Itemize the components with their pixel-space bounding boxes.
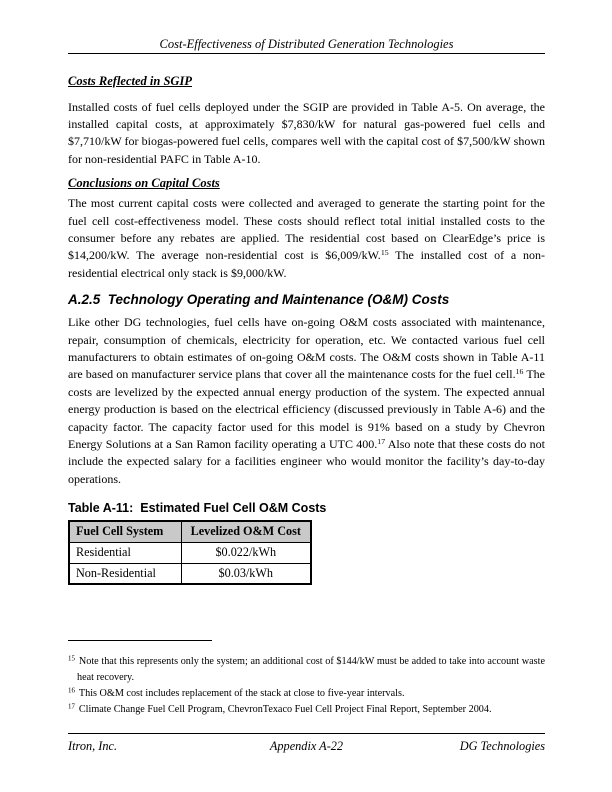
table-cell-system: Residential [69,542,181,563]
footer-company: Itron, Inc. [68,739,118,753]
footnote-list [68,654,545,718]
section-heading-om-costs: A.2.5 Technology Operating and Maintenance (O&M) Costs [68,292,450,308]
footnote-16 [68,686,545,702]
paragraph-text: Like other DG technologies, fuel cells have on-going O&M costs associated with maintenance, repair, consumption of chemicals, electricity for operation, etc. We contacted various fuel cell manufacturers to obtain estimates of on-going O&M costs. The O&M costs shown in Table A-11 are based on manufacturer service plans that cover all the maintenance costs for the fuel cell. [68,315,545,382]
footnote-text: Note that this represents only the system; an additional cost of $144/kW must be added to take into account waste heat recovery. [77,656,545,683]
footnote-15 [68,654,545,686]
footnote-ref-16: 16 [515,367,524,377]
table-header-row [69,521,311,542]
om-costs-table [68,520,312,585]
page-footer [68,733,545,753]
section-heading-capital-costs: Conclusions on Capital Costs [68,176,220,191]
page-header [68,37,545,54]
footer-section-label: DG Technologies [459,739,545,753]
paragraph-text: The most current capital costs were collected and averaged to generate the starting point for the fuel cell cost-effectiveness model. These costs should reflect total initial installed costs to the consumer before any rebates are applied. The residential cost based on ClearEdge’s price is $14,200/kW. The average non-residential cost is $6,009/kW. [68,196,545,263]
footer-rule [68,733,545,734]
table-cell-system: Non-Residential [69,563,181,584]
table-row [69,542,311,563]
header-rule [68,53,545,54]
footer-row [68,739,545,753]
section-heading-sgip: Costs Reflected in SGIP [68,73,192,88]
footnote-area [68,640,545,718]
table-header-fuel-cell-system: Fuel Cell System [69,521,181,542]
footnote-number: 16 [68,687,75,695]
paragraph-text: The costs are levelized by the expected annual energy production of the system. The expected annual energy production is based on the electrical efficiency (discussed previously in Table A-6) and the capacity factor. The capacity factor used for this model is 91% based on a study by Chevron Energy Solutions at a San Ramon facility operating a UTC 400. [68,367,545,451]
table-cell-cost: $0.03/kWh [181,563,311,584]
footnote-17 [68,702,545,718]
footnote-number: 15 [68,655,75,663]
footnote-ref-17: 17 [377,437,386,446]
paragraph-capital-costs [68,195,545,282]
paragraph-sgip [68,99,545,169]
paragraph-text: Also note that these costs do not include the expected salary for a facilities engineer who would monitor the facility’s day-to-day operations. [68,437,546,486]
footnote-text: Climate Change Fuel Cell Program, ChevronTexaco Fuel Cell Project Final Report, September 2004. [78,704,492,715]
table-header-levelized-om-cost: Levelized O&M Cost [181,521,311,542]
footnote-ref-15: 15 [380,248,389,258]
paragraph-text: Installed costs of fuel cells deployed under the SGIP are provided in Table A-5. On average, the installed capital costs, at approximately $7,830/kW for natural gas-powered fuel cells and $7,710/kW for biogas-powered fuel cells, compares well with the capital cost of $7,500/kW shown for non-residential PAFC in Table A-10. [68,99,545,166]
paragraph-om-costs [68,314,545,488]
footnote-number: 17 [68,703,75,711]
table-row [69,563,311,584]
footer-page-label: Appendix A-22 [269,739,344,753]
footnote-separator [68,640,212,641]
footnote-text: This O&M cost includes replacement of the stack at close to five-year intervals. [78,688,405,699]
table-cell-cost: $0.022/kWh [181,542,311,563]
running-header-title: Cost-Effectiveness of Distributed Generation Technologies [159,37,454,51]
table-caption: Table A-11: Estimated Fuel Cell O&M Costs [68,501,327,516]
paragraph-text: The installed cost of a non-residential electrical only stack is $9,000/kW. [68,248,545,280]
